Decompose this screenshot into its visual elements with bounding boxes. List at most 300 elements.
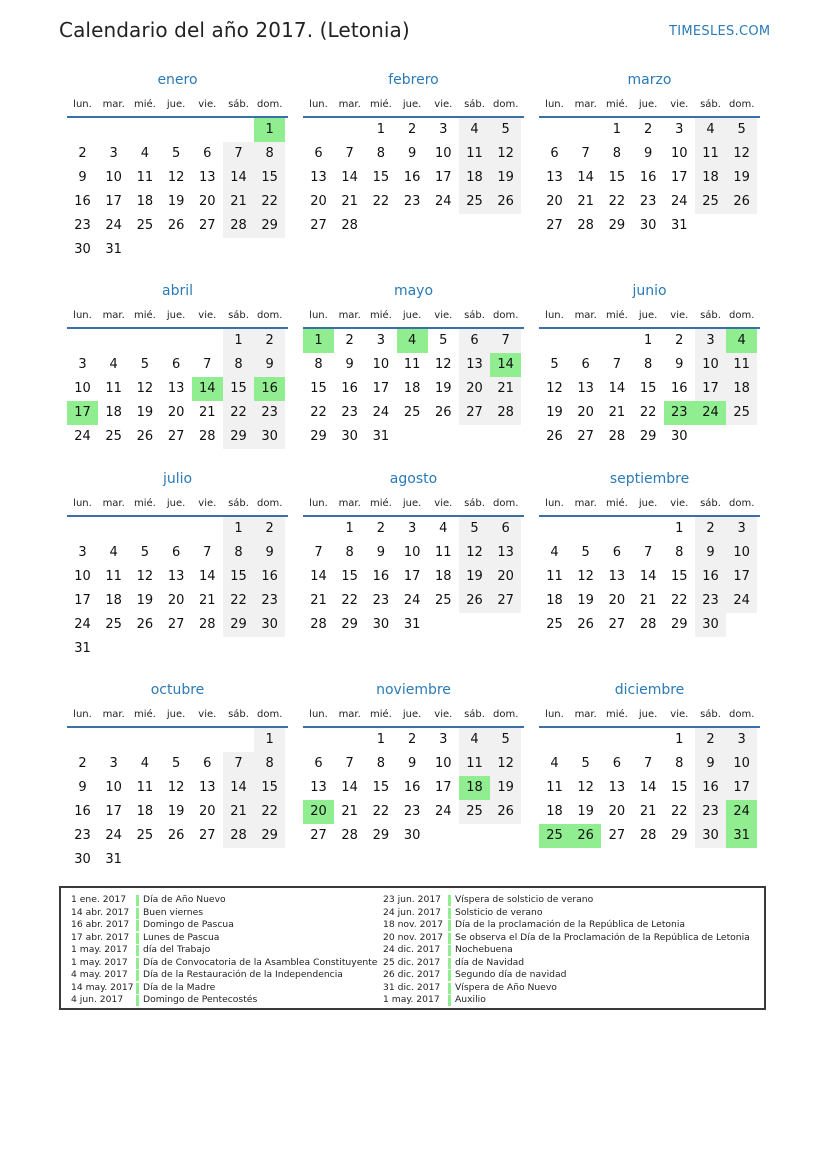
holiday-day-cell: 1 <box>254 118 285 142</box>
day-cell: 4 <box>140 146 150 161</box>
day-cell: 16 <box>403 170 421 185</box>
day-cell: 25 <box>105 617 122 632</box>
day-cell: 6 <box>581 357 590 372</box>
day-cell: 29 <box>254 824 285 848</box>
day-cell: 10 <box>74 569 91 584</box>
day-cell: 26 <box>167 218 185 233</box>
day-cell: 15 <box>671 569 688 584</box>
day-cell: 12 <box>577 780 594 795</box>
day-cell: 24 <box>105 828 122 843</box>
holiday-marker <box>448 933 451 944</box>
weekday-label: jue. <box>402 99 422 110</box>
day-cell: 24 <box>726 589 757 613</box>
holiday-marker <box>448 945 451 956</box>
weekday-label: vie. <box>670 310 689 321</box>
day-cell: 8 <box>223 541 254 565</box>
holiday-date: 14 abr. 2017 <box>71 906 130 918</box>
holiday-marker <box>136 983 139 994</box>
day-cell: 28 <box>639 617 657 632</box>
day-cell: 12 <box>167 780 185 795</box>
holiday-name: Se observa el Día de la Proclamación de la República de Letonia <box>455 931 750 943</box>
holiday-day-cell: 16 <box>254 377 285 401</box>
day-cell: 10 <box>105 780 122 795</box>
day-cell: 28 <box>310 617 327 632</box>
day-cell: 9 <box>376 545 386 560</box>
day-cell: 16 <box>372 569 390 584</box>
day-cell: 12 <box>167 170 185 185</box>
holiday-name: Segundo día de navidad <box>455 969 567 980</box>
day-cell: 17 <box>105 804 122 819</box>
day-cell: 14 <box>223 776 254 800</box>
weekday-label: jue. <box>638 709 658 720</box>
day-cell: 29 <box>223 425 254 449</box>
day-cell: 22 <box>254 190 285 214</box>
holiday-name: Víspera de Año Nuevo <box>455 981 557 993</box>
day-cell: 12 <box>490 142 521 166</box>
day-cell: 13 <box>167 569 185 584</box>
day-cell: 26 <box>490 190 521 214</box>
day-cell: 5 <box>140 357 150 372</box>
day-cell: 6 <box>612 756 622 771</box>
weekday-label: mar. <box>338 709 361 720</box>
day-cell: 3 <box>376 333 386 348</box>
day-cell: 16 <box>254 565 285 589</box>
holiday-date: 16 abr. 2017 <box>71 919 130 930</box>
holiday-marker <box>448 908 451 919</box>
day-cell: 19 <box>577 804 594 819</box>
day-cell: 1 <box>675 521 684 536</box>
day-cell: 12 <box>490 752 521 776</box>
day-cell: 15 <box>310 381 327 396</box>
day-cell: 23 <box>74 218 91 233</box>
day-cell: 21 <box>577 194 594 209</box>
day-cell: 30 <box>254 425 285 449</box>
day-cell: 15 <box>639 381 657 396</box>
day-cell: 20 <box>199 804 216 819</box>
day-cell: 30 <box>341 429 358 444</box>
weekday-label: lun. <box>545 310 564 321</box>
day-cell: 22 <box>639 405 657 420</box>
weekday-label: mié. <box>605 498 628 509</box>
day-cell: 30 <box>372 617 390 632</box>
day-cell: 30 <box>671 429 688 444</box>
holiday-date: 25 dic. 2017 <box>383 956 441 968</box>
day-cell: 11 <box>136 170 154 185</box>
holiday-day-cell: 24 <box>695 401 726 425</box>
day-cell: 14 <box>310 569 327 584</box>
day-cell: 1 <box>675 732 684 747</box>
day-cell: 31 <box>372 429 390 444</box>
day-cell: 26 <box>136 617 154 632</box>
day-cell: 14 <box>199 569 216 584</box>
day-cell: 18 <box>403 381 421 396</box>
day-cell: 9 <box>407 146 417 161</box>
day-cell: 22 <box>372 194 390 209</box>
weekday-label: vie. <box>670 99 689 110</box>
day-cell: 9 <box>695 752 726 776</box>
day-cell: 8 <box>675 756 684 771</box>
weekday-label: jue. <box>166 310 186 321</box>
holiday-marker <box>448 958 451 969</box>
day-cell: 24 <box>403 593 421 608</box>
day-cell: 29 <box>341 617 358 632</box>
day-cell: 9 <box>78 170 87 185</box>
day-cell: 21 <box>490 377 521 401</box>
day-cell: 15 <box>372 170 390 185</box>
day-cell: 29 <box>671 617 688 632</box>
day-cell: 12 <box>577 569 594 584</box>
day-cell: 6 <box>203 756 212 771</box>
weekday-label: mar. <box>102 709 125 720</box>
day-cell: 13 <box>199 780 216 795</box>
holiday-marker <box>448 970 451 981</box>
day-cell: 15 <box>372 780 390 795</box>
weekday-label: vie. <box>198 310 217 321</box>
day-cell: 29 <box>310 429 327 444</box>
day-cell: 11 <box>726 353 757 377</box>
day-cell: 7 <box>612 357 622 372</box>
day-cell: 19 <box>490 166 521 190</box>
day-cell: 5 <box>581 545 590 560</box>
weekday-label: vie. <box>670 709 689 720</box>
weekday-label: mar. <box>574 498 597 509</box>
weekday-label: mar. <box>574 709 597 720</box>
weekday-label: vie. <box>198 99 217 110</box>
day-cell: 28 <box>639 828 657 843</box>
holiday-date: 4 jun. 2017 <box>71 994 124 1005</box>
day-cell: 10 <box>403 545 421 560</box>
weekday-label: dom. <box>492 498 519 509</box>
day-cell: 13 <box>608 569 626 584</box>
day-cell: 6 <box>459 329 490 353</box>
weekday-label: dom. <box>492 99 519 110</box>
holiday-date: 1 may. 2017 <box>71 944 128 955</box>
weekday-label: dom. <box>728 310 755 321</box>
weekday-label: mar. <box>102 310 125 321</box>
day-cell: 2 <box>254 329 285 353</box>
day-cell: 27 <box>546 218 563 233</box>
day-cell: 22 <box>372 804 390 819</box>
day-cell: 31 <box>105 242 122 257</box>
day-cell: 17 <box>726 565 757 589</box>
day-cell: 3 <box>695 329 726 353</box>
day-cell: 24 <box>435 804 452 819</box>
day-cell: 30 <box>695 824 726 848</box>
holiday-name: Domingo de Pascua <box>143 919 234 930</box>
day-cell: 4 <box>140 756 150 771</box>
day-cell: 8 <box>675 545 684 560</box>
day-cell: 2 <box>345 333 354 348</box>
day-cell: 26 <box>490 800 521 824</box>
day-cell: 28 <box>223 824 254 848</box>
weekday-label: vie. <box>434 310 453 321</box>
day-cell: 31 <box>403 617 421 632</box>
day-cell: 22 <box>671 804 688 819</box>
day-cell: 2 <box>407 732 417 747</box>
day-cell: 10 <box>671 146 688 161</box>
month-name: octubre <box>150 682 205 698</box>
day-cell: 28 <box>223 214 254 238</box>
weekday-label: jue. <box>402 310 422 321</box>
holiday-date: 24 dic. 2017 <box>383 944 441 955</box>
day-cell: 16 <box>639 170 657 185</box>
weekday-label: mié. <box>605 310 628 321</box>
holiday-date: 24 jun. 2017 <box>383 906 442 918</box>
weekday-label: lun. <box>73 310 92 321</box>
weekday-label: vie. <box>198 498 217 509</box>
day-cell: 25 <box>726 401 757 425</box>
weekday-label: jue. <box>166 99 186 110</box>
day-cell: 21 <box>341 194 358 209</box>
day-cell: 10 <box>726 752 757 776</box>
day-cell: 24 <box>74 429 91 444</box>
day-cell: 6 <box>314 756 323 771</box>
day-cell: 31 <box>74 641 91 656</box>
day-cell: 19 <box>546 405 563 420</box>
day-cell: 23 <box>341 405 358 420</box>
weekday-label: vie. <box>434 709 453 720</box>
day-cell: 10 <box>435 756 452 771</box>
day-cell: 6 <box>203 146 212 161</box>
day-cell: 26 <box>459 589 490 613</box>
month-name: enero <box>157 72 198 88</box>
day-cell: 5 <box>171 756 181 771</box>
day-cell: 9 <box>345 357 354 372</box>
day-cell: 26 <box>136 429 154 444</box>
weekday-label: dom. <box>728 498 755 509</box>
day-cell: 10 <box>695 353 726 377</box>
day-cell: 7 <box>490 329 521 353</box>
day-cell: 7 <box>581 146 590 161</box>
day-cell: 2 <box>78 756 87 771</box>
weekday-label: sáb. <box>228 498 249 509</box>
weekday-label: sáb. <box>228 99 249 110</box>
day-cell: 3 <box>726 728 757 752</box>
day-cell: 30 <box>695 613 726 637</box>
day-cell: 13 <box>546 170 563 185</box>
weekday-label: sáb. <box>464 99 485 110</box>
weekday-label: dom. <box>728 709 755 720</box>
day-cell: 25 <box>546 617 563 632</box>
day-cell: 23 <box>372 593 390 608</box>
weekday-label: mar. <box>102 99 125 110</box>
day-cell: 27 <box>608 828 626 843</box>
day-cell: 7 <box>203 545 212 560</box>
holiday-marker <box>448 895 451 906</box>
day-cell: 19 <box>136 405 154 420</box>
day-cell: 8 <box>254 142 285 166</box>
day-cell: 21 <box>310 593 327 608</box>
day-cell: 7 <box>643 545 653 560</box>
weekday-label: dom. <box>728 99 755 110</box>
day-cell: 1 <box>376 122 386 137</box>
day-cell: 22 <box>671 593 688 608</box>
day-cell: 22 <box>608 194 626 209</box>
month-name: abril <box>161 283 193 299</box>
day-cell: 3 <box>109 756 118 771</box>
day-cell: 2 <box>254 517 285 541</box>
day-cell: 25 <box>459 190 490 214</box>
day-cell: 4 <box>459 118 490 142</box>
day-cell: 17 <box>726 776 757 800</box>
holiday-date: 17 abr. 2017 <box>71 931 130 943</box>
day-cell: 3 <box>439 732 448 747</box>
day-cell: 28 <box>577 218 594 233</box>
day-cell: 7 <box>314 545 323 560</box>
day-cell: 8 <box>376 756 386 771</box>
day-cell: 11 <box>695 142 726 166</box>
day-cell: 15 <box>254 166 285 190</box>
day-cell: 20 <box>608 593 626 608</box>
day-cell: 23 <box>695 589 726 613</box>
weekday-label: mié. <box>369 99 392 110</box>
day-cell: 2 <box>695 517 726 541</box>
day-cell: 11 <box>136 780 154 795</box>
weekday-label: lun. <box>545 709 564 720</box>
holiday-day-cell: 4 <box>726 329 757 353</box>
day-cell: 1 <box>223 329 254 353</box>
day-cell: 24 <box>671 194 688 209</box>
day-cell: 14 <box>341 170 358 185</box>
day-cell: 25 <box>136 218 154 233</box>
day-cell: 11 <box>459 142 490 166</box>
day-cell: 22 <box>223 589 254 613</box>
day-cell: 26 <box>435 405 452 420</box>
day-cell: 3 <box>78 545 87 560</box>
weekday-label: mar. <box>338 498 361 509</box>
day-cell: 19 <box>726 166 757 190</box>
holiday-name: día de Navidad <box>455 956 525 968</box>
weekday-label: sáb. <box>228 310 249 321</box>
day-cell: 2 <box>78 146 87 161</box>
holiday-name: Auxilio <box>455 994 486 1005</box>
day-cell: 5 <box>490 118 521 142</box>
weekday-label: jue. <box>638 99 658 110</box>
holiday-marker <box>136 945 139 956</box>
weekday-label: dom. <box>256 99 283 110</box>
holiday-date: 20 nov. 2017 <box>383 931 444 943</box>
day-cell: 5 <box>581 756 590 771</box>
day-cell: 11 <box>105 569 122 584</box>
day-cell: 23 <box>74 828 91 843</box>
day-cell: 26 <box>726 190 757 214</box>
day-cell: 23 <box>695 800 726 824</box>
day-cell: 19 <box>459 565 490 589</box>
holiday-marker <box>448 995 451 1006</box>
day-cell: 1 <box>254 728 285 752</box>
month-name: febrero <box>388 72 439 88</box>
day-cell: 5 <box>726 118 757 142</box>
day-cell: 27 <box>577 429 594 444</box>
weekday-label: mié. <box>133 99 156 110</box>
weekday-label: jue. <box>166 709 186 720</box>
holiday-day-cell: 31 <box>726 824 757 848</box>
weekday-label: jue. <box>402 709 422 720</box>
day-cell: 14 <box>639 780 657 795</box>
day-cell: 10 <box>372 357 390 372</box>
day-cell: 10 <box>726 541 757 565</box>
day-cell: 25 <box>403 405 421 420</box>
holiday-date: 14 may. 2017 <box>71 981 134 993</box>
day-cell: 2 <box>376 521 386 536</box>
day-cell: 28 <box>199 617 216 632</box>
day-cell: 4 <box>459 728 490 752</box>
day-cell: 18 <box>136 804 154 819</box>
day-cell: 4 <box>109 357 118 372</box>
weekday-label: sáb. <box>464 709 485 720</box>
day-cell: 10 <box>435 146 452 161</box>
weekday-label: mié. <box>605 709 628 720</box>
day-cell: 16 <box>695 776 726 800</box>
day-cell: 18 <box>546 593 563 608</box>
day-cell: 29 <box>608 218 626 233</box>
day-cell: 1 <box>376 732 386 747</box>
day-cell: 4 <box>695 118 726 142</box>
holiday-name: Nochebuena <box>455 944 513 955</box>
holiday-day-cell: 24 <box>726 800 757 824</box>
day-cell: 25 <box>695 190 726 214</box>
day-cell: 6 <box>550 146 559 161</box>
weekday-label: mié. <box>133 310 156 321</box>
day-cell: 20 <box>199 194 216 209</box>
day-cell: 10 <box>74 381 91 396</box>
brand-link[interactable]: TIMESLES.COM <box>669 24 771 39</box>
day-cell: 20 <box>459 377 490 401</box>
day-cell: 26 <box>167 828 185 843</box>
weekday-label: vie. <box>670 498 689 509</box>
day-cell: 26 <box>546 429 563 444</box>
day-cell: 7 <box>345 756 354 771</box>
day-cell: 3 <box>78 357 87 372</box>
weekday-label: mié. <box>133 709 156 720</box>
day-cell: 8 <box>345 545 354 560</box>
day-cell: 9 <box>695 541 726 565</box>
day-cell: 8 <box>612 146 622 161</box>
month-name: septiembre <box>609 471 690 487</box>
day-cell: 5 <box>140 545 150 560</box>
day-cell: 27 <box>459 401 490 425</box>
day-cell: 29 <box>639 429 657 444</box>
weekday-label: lun. <box>309 99 328 110</box>
day-cell: 25 <box>105 429 122 444</box>
day-cell: 8 <box>314 357 323 372</box>
weekday-label: mar. <box>574 310 597 321</box>
day-cell: 14 <box>223 166 254 190</box>
day-cell: 22 <box>310 405 327 420</box>
month-name: noviembre <box>376 682 451 698</box>
day-cell: 7 <box>345 146 354 161</box>
holiday-date: 31 dic. 2017 <box>383 981 441 993</box>
day-cell: 18 <box>695 166 726 190</box>
day-cell: 9 <box>254 353 285 377</box>
day-cell: 13 <box>310 780 327 795</box>
day-cell: 18 <box>726 377 757 401</box>
weekday-label: mié. <box>369 310 392 321</box>
day-cell: 11 <box>546 780 563 795</box>
day-cell: 24 <box>74 617 91 632</box>
weekday-label: mar. <box>102 498 125 509</box>
day-cell: 3 <box>109 146 118 161</box>
day-cell: 21 <box>223 800 254 824</box>
day-cell: 16 <box>341 381 358 396</box>
day-cell: 27 <box>608 617 626 632</box>
day-cell: 20 <box>546 194 563 209</box>
weekday-label: mié. <box>605 99 628 110</box>
day-cell: 25 <box>459 800 490 824</box>
day-cell: 14 <box>639 569 657 584</box>
day-cell: 2 <box>675 333 684 348</box>
holiday-name: Víspera de solsticio de verano <box>455 894 594 905</box>
